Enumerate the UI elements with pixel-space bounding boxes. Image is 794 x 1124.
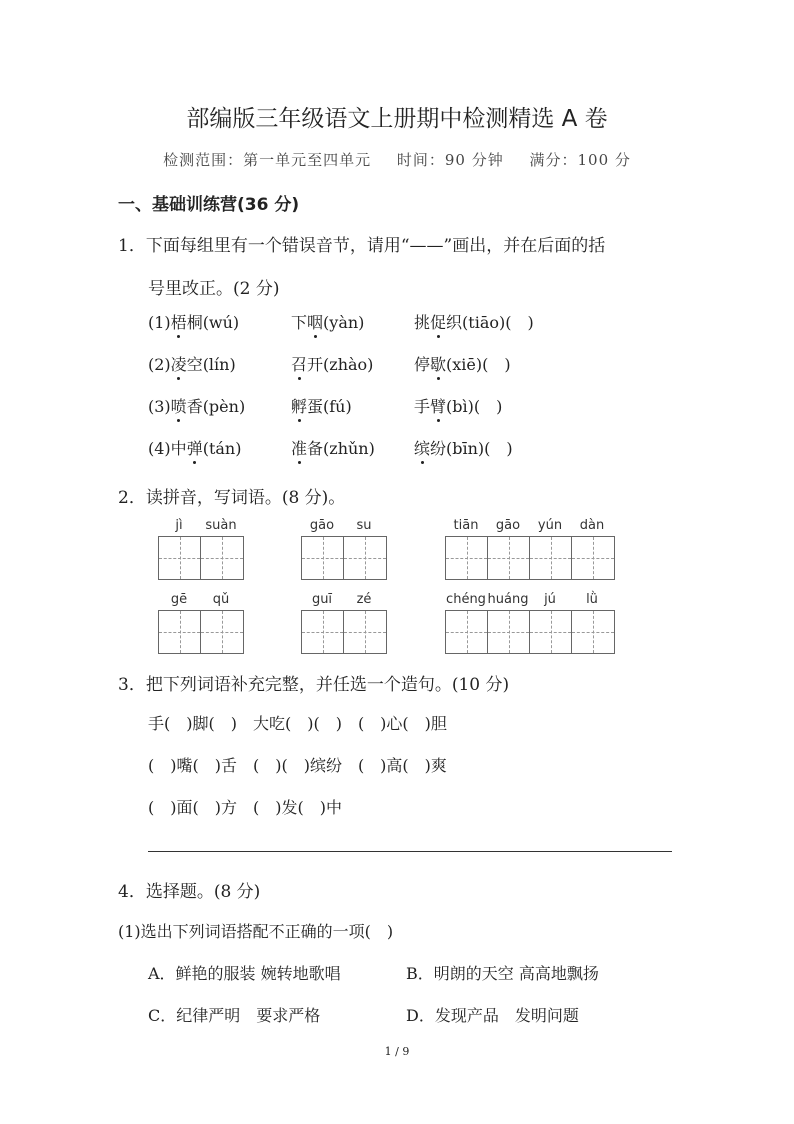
item-text: (1) [148,313,171,332]
pinyin-syllable: dàn [579,518,605,533]
marked-char: 咽 [307,310,323,333]
item-text: 开(zhào) [307,355,374,374]
q1-item-3-b [291,394,352,417]
question-1-text-cont: 号里改正。(2 分) [148,279,280,299]
marked-char: 弹 [187,436,203,459]
idiom-line-2: ( )嘴( )舌 ( )( )缤纷 ( )高( )爽 [148,756,447,775]
item-text: 桐(wú) [186,313,240,332]
pinyin-row [158,518,242,536]
item-text: (4) [148,439,171,458]
item-text: 织(tiāo)( ) [446,313,534,332]
question-1-text: 1．下面每组里有一个错误音节，请用“——”画出，并在后面的括 [118,236,606,256]
item-text: 香(pèn) [186,397,246,416]
pinyin-row [301,592,385,610]
q1-item-1-a [148,310,239,333]
item-text: 中 [170,439,187,458]
writing-cell[interactable] [446,611,488,653]
writing-grid [445,536,615,580]
option-a: A．鲜艳的服装 婉转地歌唱 [148,964,341,983]
writing-cell[interactable] [530,611,572,653]
q1-item-4-a [148,436,241,459]
item-text: 停 [414,355,431,374]
writing-grid [158,610,244,654]
pinyin-row [445,518,613,536]
item-text: 蛋(fú) [307,397,352,416]
writing-cell[interactable] [344,537,386,579]
writing-cell[interactable] [159,537,201,579]
writing-cell[interactable] [201,537,243,579]
marked-char: 喷 [171,394,187,417]
pinyin-syllable: su [356,518,372,533]
pinyin-row [445,592,613,610]
pinyin-syllable: qǔ [212,592,230,607]
page-title: 部编版三年级语文上册期中检测精选 A 卷 [186,106,608,132]
writing-grid [301,610,387,654]
writing-cell[interactable] [530,537,572,579]
exam-time: 时间：90 分钟 [396,151,504,169]
q1-item-3-c [414,394,502,417]
marked-char: 梧 [171,310,187,333]
marked-char: 促 [430,310,446,333]
pinyin-syllable: huáng [487,592,529,607]
writing-grid [445,610,615,654]
item-text: (xiē)( ) [446,355,511,374]
item-text: (bì)( ) [446,397,503,416]
marked-char: 凌 [171,352,187,375]
exam-meta [0,149,794,170]
writing-grid [301,536,387,580]
pinyin-syllable: gāo [495,518,521,533]
pinyin-syllable: jú [544,592,556,607]
writing-cell[interactable] [302,537,344,579]
marked-char: 缤 [414,436,430,459]
exam-scope: 检测范围：第一单元至四单元 [163,151,372,169]
answer-line [148,851,672,852]
option-b: B．明朗的天空 高高地飘扬 [406,964,599,983]
pinyin-row [301,518,385,536]
idiom-line-3: ( )面( )方 ( )发( )中 [148,798,342,817]
idiom-line-1: 手( )脚( ) 大吃( )( ) ( )心( )胆 [148,714,447,733]
writing-cell[interactable] [446,537,488,579]
pinyin-syllable: chéng [446,592,486,607]
section-heading: 一、基础训练营(36 分) [118,195,300,215]
item-text: (2) [148,355,171,374]
writing-cell[interactable] [488,537,530,579]
q1-item-1-b [291,310,364,333]
marked-char: 准 [291,436,307,459]
item-text: 挑 [414,313,431,332]
marked-char: 孵 [291,394,307,417]
item-text: 备(zhǔn) [307,439,375,458]
question-2-text: 2．读拼音，写词语。(8 分)。 [118,488,346,508]
q1-item-1-c [414,310,534,333]
marked-char: 歇 [430,352,446,375]
question-4-sub1: (1)选出下列词语搭配不正确的一项( ) [118,922,394,941]
pinyin-syllable: yún [537,518,563,533]
item-text: (3) [148,397,171,416]
item-text: 纷(bīn)( ) [430,439,513,458]
q1-item-3-a [148,394,245,417]
question-3-text: 3．把下列词语补充完整，并任选一个造句。(10 分) [118,675,510,695]
item-text: 下 [291,313,308,332]
writing-cell[interactable] [572,537,614,579]
question-4-text: 4．选择题。(8 分) [118,882,261,902]
writing-cell[interactable] [488,611,530,653]
q1-item-2-b [291,352,373,375]
q1-item-4-b [291,436,375,459]
pinyin-syllable: lǜ [586,592,598,607]
q1-item-4-c [414,436,513,459]
writing-cell[interactable] [302,611,344,653]
marked-char: 召 [291,352,307,375]
pinyin-syllable: tiān [453,518,479,533]
q1-item-2-c [414,352,511,375]
option-c: C．纪律严明 要求严格 [148,1006,321,1025]
writing-cell[interactable] [159,611,201,653]
q1-item-2-a [148,352,236,375]
page-number: 1 / 9 [384,1045,410,1058]
pinyin-syllable: zé [356,592,372,607]
item-text: 空(lín) [186,355,236,374]
item-text: (yàn) [323,313,365,332]
pinyin-syllable: suàn [205,518,237,533]
option-d: D．发现产品 发明问题 [406,1006,579,1025]
writing-cell[interactable] [201,611,243,653]
item-text: (tán) [202,439,242,458]
pinyin-syllable: gāo [309,518,335,533]
pinyin-syllable: jì [175,518,183,533]
item-text: 手 [414,397,431,416]
marked-char: 臂 [430,394,446,417]
exam-score: 满分：100 分 [529,151,631,169]
pinyin-row [158,592,242,610]
pinyin-syllable: guī [311,592,333,607]
pinyin-syllable: gē [170,592,188,607]
writing-grid [158,536,244,580]
writing-cell[interactable] [572,611,614,653]
writing-cell[interactable] [344,611,386,653]
